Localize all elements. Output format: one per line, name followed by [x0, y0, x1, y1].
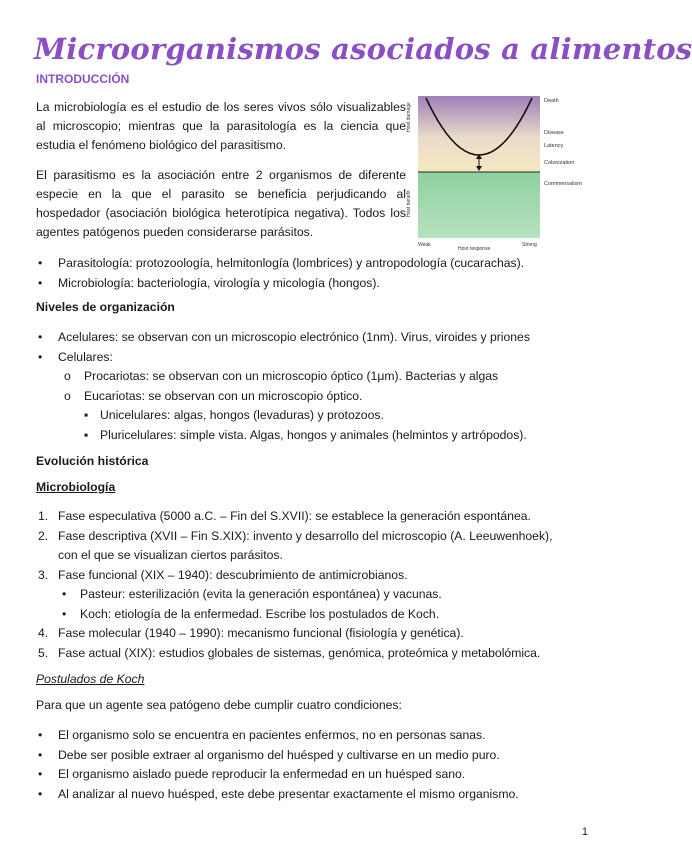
y-label-top: Host damage [406, 102, 412, 132]
list-item: o Procariotas: se observan con un microscopio óptico (1μm). Bacterias y algas [64, 369, 499, 383]
branches-list [36, 254, 580, 293]
list-item: 5. Fase actual (XIX): estudios globales de sistemas, genómica, proteómica y metabolómica. [38, 645, 541, 660]
label-commensalism: Commensalism [544, 181, 582, 187]
list-item: ▪ Unicelulares: algas, hongos (levaduras) y protozoos. [84, 408, 384, 422]
list-item: o Eucariotas: se observan con un microscopio óptico. [64, 388, 363, 403]
list-item: • Debe ser posible extraer al organismo del huésped y cultivarse en un medio puro. [38, 747, 500, 762]
y-label-bottom: Host benefit [406, 190, 412, 217]
x-label-mid: Host response [458, 246, 491, 252]
damage-response-chart [404, 92, 600, 250]
list-item: 1. Fase especulativa (5000 a.C. – Fin del S.XVII): se establece la generación espontánea. [38, 509, 531, 523]
niveles-list [36, 328, 580, 445]
list-item: • Koch: etiología de la enfermedad. Escribe los postulados de Koch. [62, 606, 440, 621]
list-item: 3. Fase funcional (XIX – 1940): descubrimiento de antimicrobianos. [38, 567, 408, 582]
list-item: • Celulares: [38, 349, 113, 364]
list-item: • Microbiología: bacteriología, virología y micología (hongos). [38, 275, 380, 290]
koch-list [36, 726, 580, 804]
intro-paragraph-1: La microbiología es el estudio de los seres vivos sólo visualizables al microscopio; mientras que la parasitología es la ciencia que estudia el fenómeno biológico del parasitismo. [36, 100, 406, 152]
intro-paragraph-2: El parasitismo es la asociación entre 2 organismos de diferente especie en la que el parasito se beneficia perjudicando al hospedador (asociación biológica heterotípica negativa). Todos los agentes patógenos pueden considerarse parásitos. [36, 168, 406, 239]
list-item: • Al analizar al nuevo huésped, este debe presentar exactamente el mismo organismo. [38, 786, 519, 801]
list-item: • Acelulares: se observan con un microscopio electrónico (1nm). Virus, viroides y priones [38, 330, 530, 344]
koch-heading: Postulados de Koch [36, 672, 145, 686]
microbiologia-heading: Microbiología [36, 480, 116, 494]
label-death: Death [544, 98, 559, 104]
label-disease: Disease [544, 130, 564, 136]
fases-list [36, 507, 580, 663]
damage-response-figure [404, 92, 600, 250]
x-label-right: Strong [522, 242, 537, 248]
list-item: • El organismo aislado puede reproducir la enfermedad en un huésped sano. [38, 767, 466, 781]
koch-intro: Para que un agente sea patógeno debe cumplir cuatro condiciones: [36, 698, 402, 712]
benefit-zone [418, 172, 540, 238]
list-item: • El organismo solo se encuentra en pacientes enfermos, no en personas sanas. [38, 728, 486, 742]
list-item: con el que se visualizan ciertos parásitos. [58, 548, 283, 562]
evolucion-heading: Evolución histórica [36, 454, 149, 468]
label-colonization: Colonization [544, 160, 575, 166]
x-label-left: Weak [418, 242, 431, 248]
list-item: • Pasteur: esterilización (evita la generación espontánea) y vacunas. [62, 587, 442, 601]
list-item: • Parasitología: protozoología, helmitonlogía (lombrices) y antropodología (cucarachas). [38, 256, 525, 270]
list-item: 2. Fase descriptiva (XVII – Fin S.XIX): invento y desarrollo del microscopio (A. Leeuwenhoek), [38, 528, 553, 543]
list-item: 4. Fase molecular (1940 – 1990): mecanismo funcional (fisiología y genética). [38, 626, 464, 640]
page-title: Microorganismos asociados a alimentos [34, 32, 692, 66]
page-number: 1 [581, 826, 588, 838]
list-item: ▪ Pluricelulares: simple vista. Algas, hongos y animales (helmintos y artrópodos). [84, 427, 527, 442]
intro-heading: INTRODUCCIÓN [36, 72, 130, 86]
label-latency: Latency [544, 143, 564, 149]
niveles-heading: Niveles de organización [36, 300, 175, 314]
